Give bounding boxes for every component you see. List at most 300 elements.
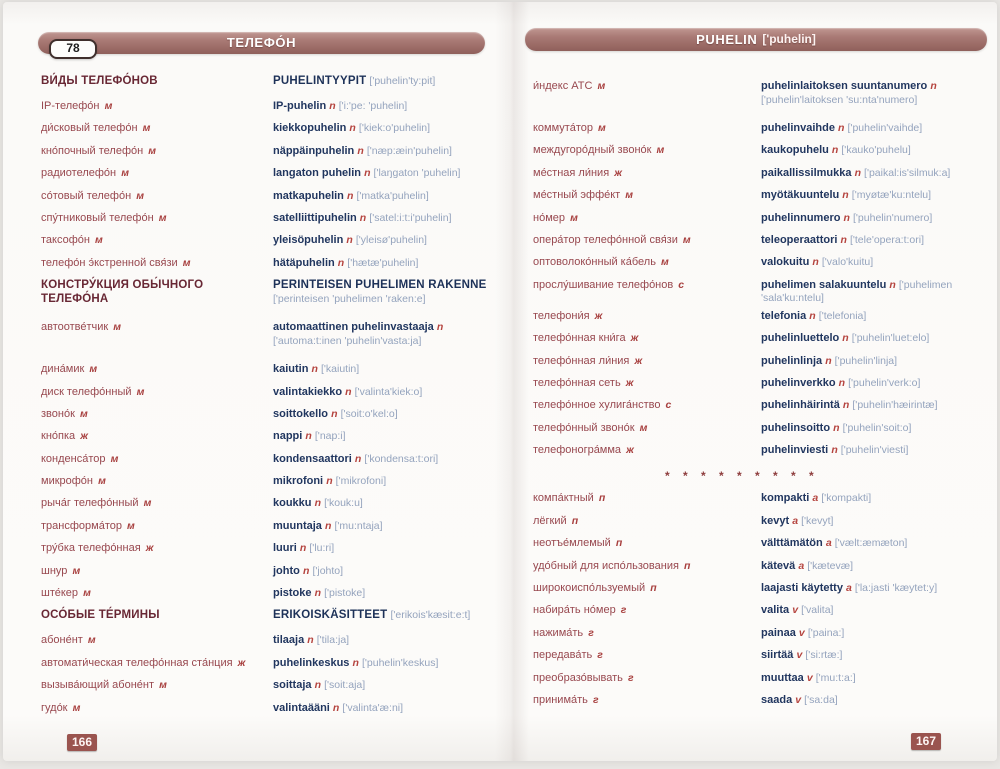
pos-marker: n: [302, 564, 310, 577]
finnish-term: automaattinen puhelinvastaaja n ['automa:t:inen 'puhelin'vasta:ja]: [273, 321, 444, 347]
phonetic-transcription: ['kompakti]: [821, 492, 872, 505]
phonetic-transcription: ['puhelin'laitoksen 'su:nta'numero]: [761, 93, 918, 106]
dict-entry-row: [533, 533, 991, 555]
phonetic-transcription: ['puhelin'keskus]: [361, 656, 439, 669]
pos-marker: n: [930, 80, 937, 92]
dict-entry-row: [41, 141, 489, 163]
phonetic-transcription: ['valinta'kiek:o]: [354, 385, 423, 398]
finnish-term: satelliittipuhelin n ['satel:i:t:i'puhelin]: [273, 211, 452, 224]
dict-entry-row: [41, 653, 489, 675]
russian-term: трансформа́тор м: [41, 519, 135, 532]
finnish-term: muuntaja n ['mu:ntaja]: [273, 519, 383, 532]
russian-term: телефоногра́мма ж: [533, 444, 634, 457]
dict-entry-row: [533, 645, 991, 667]
pos-marker: v: [795, 693, 802, 706]
pos-marker: n: [436, 321, 444, 334]
dict-entry-row: [41, 630, 489, 652]
pos-marker: n: [842, 399, 850, 412]
russian-term: шнур м: [41, 564, 81, 577]
dict-entry-row: [41, 208, 489, 230]
section-header-row: [41, 605, 489, 630]
phonetic-transcription: ['kevyt]: [801, 514, 834, 527]
pos-marker: n: [305, 430, 312, 443]
pos-marker: n: [307, 634, 314, 647]
book-spread: [3, 2, 997, 761]
russian-term: таксофо́н м: [41, 234, 103, 247]
pos-marker: n: [331, 407, 338, 420]
gender-marker: п: [598, 492, 606, 505]
phonetic-transcription: ['matka'puhelin]: [356, 189, 429, 202]
gender-marker: м: [98, 475, 106, 488]
pos-marker: a: [792, 514, 799, 527]
gender-marker: м: [625, 189, 634, 202]
gender-marker: м: [570, 211, 578, 224]
russian-term: радиотелефо́н м: [41, 167, 129, 180]
right-page-banner: [525, 28, 987, 51]
pos-marker: n: [364, 167, 371, 180]
russian-term: со́товый телефо́н м: [41, 189, 145, 202]
gender-marker: ж: [80, 430, 88, 443]
finnish-term: puhelinsoitto n ['puhelin'soit:o]: [761, 421, 912, 434]
russian-term: звоно́к м: [41, 407, 88, 420]
phonetic-transcription: ['valinta'æ:ni]: [342, 701, 404, 714]
russian-term: ме́стная ли́ния ж: [533, 166, 622, 179]
star-divider: * * * * * * * * *: [665, 469, 819, 484]
phonetic-transcription: ['myøtæ'ku:ntelu]: [851, 189, 932, 202]
pos-marker: n: [299, 542, 307, 555]
phonetic-transcription: ['paikal:is'silmuk:a]: [864, 166, 951, 179]
russian-term: микрофо́н м: [41, 475, 106, 488]
dict-entry-row: [533, 208, 991, 230]
finnish-term: teleoperaattori n ['tele'opera:t:ori]: [761, 233, 925, 246]
finnish-term: yleisöpuhelin n ['yleisø'puhelin]: [273, 234, 427, 247]
russian-term: диск телефо́нный м: [41, 385, 145, 398]
phonetic-transcription: ['puhelin'linja]: [834, 354, 898, 367]
finnish-term: valintaääni n ['valinta'æ:ni]: [273, 701, 404, 714]
dict-entry-row: [41, 96, 489, 118]
russian-term: оптоволоко́нный ка́бель м: [533, 256, 669, 269]
gender-marker: м: [127, 519, 135, 532]
finnish-term: näppäinpuhelin n ['næp:æin'puhelin]: [273, 144, 452, 157]
gender-marker: м: [104, 100, 113, 112]
russian-term: телефо́нная кни́га ж: [533, 332, 639, 345]
gender-marker: м: [148, 144, 157, 157]
dict-entry-row: [533, 230, 991, 252]
dict-entry-row: [41, 516, 489, 538]
dict-entry-row: [533, 373, 991, 395]
finnish-term: johto n ['johto]: [273, 564, 344, 577]
gender-marker: с: [665, 399, 672, 412]
phonetic-transcription: ['kauko'puhelu]: [841, 144, 911, 157]
gender-marker: м: [121, 167, 129, 180]
finnish-term: puhelinvaihde n ['puhelin'vaihde]: [761, 122, 923, 134]
dict-entry-row: [533, 395, 991, 417]
pos-marker: n: [812, 256, 819, 269]
phonetic-transcription: ['hætæ'puhelin]: [347, 256, 419, 269]
finnish-term: puhelinhäirintä n ['puhelin'hæirintæ]: [761, 399, 938, 412]
russian-term: преобразо́вывать г: [533, 671, 634, 684]
gender-marker: ж: [145, 542, 154, 555]
russian-term: коммута́тор м: [533, 122, 606, 134]
finnish-term: puhelinnumero n ['puhelin'numero]: [761, 211, 933, 224]
gender-marker: м: [72, 701, 81, 714]
pos-marker: n: [311, 363, 318, 376]
russian-term: спу́тниковый телефо́н м: [41, 211, 167, 224]
left-banner-title: ТЕЛЕФО́Н: [226, 35, 297, 51]
dict-entry-row: [533, 578, 991, 600]
dict-entry-row: [41, 471, 489, 493]
dict-entry-row: [533, 163, 991, 185]
pos-marker: n: [831, 444, 838, 457]
gender-marker: м: [136, 189, 145, 202]
pos-marker: n: [833, 421, 840, 434]
dict-entry-row: [41, 493, 489, 515]
gender-marker: ж: [625, 376, 634, 389]
gender-marker: м: [656, 144, 665, 157]
page-number-badge-right: 167: [911, 733, 941, 750]
gender-marker: ж: [634, 354, 643, 367]
dict-entry-row: [533, 275, 991, 306]
phonetic-transcription: ['valita]: [801, 604, 834, 617]
dict-entry-row: [41, 230, 489, 252]
phonetic-transcription: ['laŋgaton 'puhelin]: [373, 167, 461, 180]
russian-term: абоне́нт м: [41, 634, 96, 647]
dict-entry-row: [533, 668, 991, 690]
phonetic-transcription: ['puhelin'vaihde]: [847, 122, 923, 134]
dict-entry-row: [41, 698, 489, 720]
gender-marker: ж: [594, 309, 603, 322]
dict-entry-row: [41, 675, 489, 697]
pos-marker: v: [796, 649, 803, 662]
pos-marker: n: [838, 376, 846, 389]
phonetic-transcription: ['perinteisen 'puhelimen 'raken:e]: [273, 292, 426, 305]
gender-marker: ж: [630, 332, 639, 345]
pos-marker: v: [806, 671, 813, 684]
right-page-entries: [533, 76, 991, 712]
finnish-term: koukku n ['kouk:u]: [273, 497, 363, 510]
pos-marker: n: [314, 497, 321, 510]
finnish-term: laajasti käytetty a ['la:jasti 'kæytet:y]: [761, 582, 938, 595]
pos-marker: n: [345, 385, 352, 398]
phonetic-transcription: ['automa:t:inen 'puhelin'vasta:ja]: [273, 334, 422, 347]
pos-marker: n: [840, 233, 847, 246]
phonetic-transcription: ['kaiutin]: [321, 363, 360, 376]
phonetic-transcription: ['paina:]: [807, 626, 845, 639]
finnish-term: saada v ['sa:da]: [761, 693, 838, 706]
russian-term: рыча́г телефо́нный м: [41, 497, 152, 510]
dict-entry-row: [41, 253, 489, 275]
dict-entry-row: [41, 163, 489, 185]
pos-marker: v: [798, 626, 805, 639]
russian-term: но́мер м: [533, 211, 578, 224]
finnish-term: puhelinlaitoksen suuntanumero n ['puhelin'laitoksen 'su:nta'numero]: [761, 80, 937, 106]
page-number-badge-left: 166: [67, 734, 97, 751]
finnish-term: valita v ['valita]: [761, 604, 834, 617]
gender-marker: ж: [614, 166, 622, 179]
finnish-term: kondensaattori n ['kondensa:t:ori]: [273, 452, 439, 465]
finnish-term: soittokello n ['soit:o'kel:o]: [273, 407, 398, 420]
gender-marker: м: [89, 363, 98, 376]
finnish-term: mikrofoni n ['mikrofoni]: [273, 475, 387, 488]
chapter-number-tab: 78: [49, 39, 97, 59]
russian-term: опера́тор телефо́нной свя́зи м: [533, 233, 691, 246]
russian-term: и́ндекс АТС м: [533, 80, 606, 92]
finnish-term: kevyt a ['kevyt]: [761, 514, 834, 527]
phonetic-transcription: ['puhelimen 'sala'ku:ntelu]: [761, 278, 953, 305]
gender-marker: п: [571, 514, 579, 527]
gender-marker: г: [597, 649, 603, 662]
phonetic-transcription: ['puhelin'luet:elo]: [851, 332, 930, 345]
section-header-row: [41, 275, 489, 317]
dict-entry-row: [41, 118, 489, 140]
finnish-term: valokuitu n ['valo'kuitu]: [761, 256, 874, 269]
finnish-term: pistoke n ['pistoke]: [273, 587, 366, 600]
dict-entry-row: [533, 118, 991, 140]
pos-marker: n: [357, 144, 364, 157]
phonetic-transcription: ['satel:i:t:i'puhelin]: [369, 211, 452, 224]
phonetic-transcription: ['puhelin'numero]: [853, 211, 933, 224]
pos-marker: n: [346, 189, 354, 202]
russian-term: вызыва́ющий абоне́нт м: [41, 679, 167, 692]
pos-marker: n: [809, 309, 816, 322]
finnish-term: matkapuhelin n ['matka'puhelin]: [273, 189, 429, 202]
gender-marker: м: [113, 321, 122, 334]
phonetic-transcription: ['tila:ja]: [316, 634, 350, 647]
phonetic-transcription: ['soit:aja]: [324, 679, 366, 692]
russian-term: ште́кер м: [41, 587, 91, 600]
pos-marker: n: [838, 122, 845, 134]
dict-entry-row: [533, 556, 991, 578]
phonetic-transcription: ['kætevæ]: [807, 559, 854, 572]
finnish-term: puhelinluettelo n ['puhelin'luet:elo]: [761, 332, 930, 345]
finnish-term: kaiutin n ['kaiutin]: [273, 363, 360, 376]
gender-marker: м: [598, 122, 606, 134]
russian-term: неотъе́млемый п: [533, 537, 623, 550]
finnish-term: painaa v ['paina:]: [761, 626, 845, 639]
finnish-term: valintakiekko n ['valinta'kiek:o]: [273, 385, 423, 398]
russian-term: телефо́нное хулига́нство с: [533, 399, 672, 412]
gender-marker: м: [639, 421, 648, 434]
finnish-term: nappi n ['nap:i]: [273, 430, 346, 443]
page-right: [523, 28, 991, 764]
finnish-term: välttämätön a ['vælt:æmæton]: [761, 537, 908, 550]
finnish-term: kompakti a ['kompakti]: [761, 492, 872, 505]
dict-entry-row: [41, 426, 489, 448]
finnish-term: kiekkopuhelin n ['kiek:o'puhelin]: [273, 122, 431, 135]
gender-marker: м: [597, 80, 606, 92]
russian-term: ВИ́ДЫ ТЕЛЕФО́НОВ: [41, 75, 158, 87]
dict-entry-row: [41, 404, 489, 426]
gender-marker: г: [592, 693, 599, 706]
phonetic-transcription: ['nap:i]: [314, 430, 346, 443]
russian-term: конденса́тор м: [41, 452, 119, 465]
phonetic-transcription: ['puhelin'viesti]: [840, 444, 909, 457]
pos-marker: n: [842, 332, 849, 345]
finnish-term: siirtää v ['si:rtæ:]: [761, 649, 843, 662]
phonetic-transcription: ['puhelin'ty:pit]: [369, 75, 436, 87]
dict-entry-row: [41, 583, 489, 605]
pos-marker: n: [825, 354, 832, 367]
dict-entry-row: [41, 317, 489, 359]
russian-term: принима́ть г: [533, 693, 599, 706]
phonetic-transcription: ['valo'kuitu]: [821, 256, 874, 269]
pos-marker: n: [314, 587, 321, 600]
phonetic-transcription: ['vælt:æmæton]: [834, 537, 908, 550]
finnish-term: IP-puhelin n ['i:'pe: 'puhelin]: [273, 100, 408, 112]
dict-entry-row: [533, 418, 991, 440]
pos-marker: n: [889, 278, 896, 291]
russian-term: ди́сковый телефо́н м: [41, 122, 151, 135]
pos-marker: n: [352, 656, 359, 669]
russian-term: кно́пка ж: [41, 430, 88, 443]
finnish-term: luuri n ['lu:ri]: [273, 542, 335, 555]
finnish-term: puhelinkeskus n ['puhelin'keskus]: [273, 656, 439, 669]
russian-term: прослу́шивание телефо́нов с: [533, 278, 685, 291]
phonetic-transcription: ['sa:da]: [804, 693, 838, 706]
pos-marker: n: [329, 100, 336, 112]
finnish-term: myötäkuuntelu n ['myøtæ'ku:ntelu]: [761, 189, 932, 202]
gender-marker: п: [650, 582, 657, 595]
pos-marker: n: [359, 211, 367, 224]
dict-entry-row: [533, 600, 991, 622]
gender-marker: м: [661, 256, 669, 269]
gender-marker: м: [72, 564, 81, 577]
phonetic-transcription: ['mu:ntaja]: [334, 519, 383, 532]
pos-marker: a: [846, 582, 852, 595]
gender-marker: г: [627, 671, 634, 684]
gender-marker: г: [588, 626, 594, 639]
dict-entry-row: [533, 690, 991, 712]
russian-term: удо́бный для испо́льзования п: [533, 559, 691, 572]
pos-marker: v: [792, 604, 799, 617]
phonetic-transcription: ['yleisø'puhelin]: [355, 234, 427, 247]
russian-term: телефони́я ж: [533, 309, 603, 322]
phonetic-transcription: ['puhelin'verk:o]: [848, 376, 921, 389]
gender-marker: м: [79, 407, 88, 420]
finnish-term: tilaaja n ['tila:ja]: [273, 634, 350, 647]
finnish-term: PUHELINTYYPIT ['puhelin'ty:pit]: [273, 75, 436, 87]
phonetic-transcription: ['johto]: [312, 564, 344, 577]
dict-entry-row: [41, 449, 489, 471]
finnish-term: telefonia n ['telefonia]: [761, 309, 867, 322]
phonetic-transcription: ['lu:ri]: [309, 542, 335, 555]
gender-marker: м: [83, 587, 91, 600]
dict-entry-row: [533, 252, 991, 274]
gender-marker: м: [136, 385, 145, 398]
gender-marker: п: [683, 559, 691, 572]
phonetic-transcription: ['i:'pe: 'puhelin]: [338, 100, 408, 112]
russian-term: гудо́к м: [41, 701, 81, 714]
gender-marker: м: [158, 211, 167, 224]
pos-marker: n: [354, 452, 362, 465]
phonetic-transcription: ['puhelin'soit:o]: [842, 421, 912, 434]
dict-entry-row: [41, 538, 489, 560]
phonetic-transcription: ['soit:o'kel:o]: [340, 407, 398, 420]
dict-entry-row: [41, 359, 489, 381]
pos-marker: n: [349, 122, 356, 135]
phonetic-transcription: ['tele'opera:t:ori]: [849, 233, 925, 246]
phonetic-transcription: ['pistoke]: [324, 587, 366, 600]
pos-marker: a: [812, 492, 819, 505]
gender-marker: м: [110, 452, 119, 465]
russian-term: широкоиспо́льзуемый п: [533, 582, 657, 595]
phonetic-transcription: ['kiek:o'puhelin]: [358, 122, 431, 135]
pos-marker: n: [831, 144, 839, 157]
phonetic-transcription: ['la:jasti 'kæytet:y]: [854, 582, 938, 595]
gender-marker: м: [95, 234, 103, 247]
russian-term: автоотве́тчик м: [41, 321, 122, 334]
russian-term: кно́почный телефо́н м: [41, 144, 157, 157]
phonetic-transcription: ['kondensa:t:ori]: [364, 452, 439, 465]
pos-marker: a: [825, 537, 832, 550]
gender-marker: м: [159, 679, 167, 692]
gender-marker: м: [143, 497, 152, 510]
dict-entry-row: [533, 185, 991, 207]
finnish-term: muuttaa v ['mu:t:a:]: [761, 671, 856, 684]
russian-term: IP-телефо́н м: [41, 100, 113, 112]
pos-marker: n: [854, 166, 861, 179]
finnish-term: soittaja n ['soit:aja]: [273, 679, 366, 692]
russian-term: набира́ть но́мер г: [533, 604, 627, 617]
phonetic-transcription: ['kouk:u]: [324, 497, 363, 510]
russian-term: лёгкий п: [533, 514, 579, 527]
dict-entry-row: [41, 561, 489, 583]
dict-entry-row: [533, 488, 991, 510]
phonetic-transcription: ['telefonia]: [818, 309, 867, 322]
pos-marker: n: [324, 519, 332, 532]
finnish-term: langaton puhelin n ['laŋgaton 'puhelin]: [273, 167, 461, 180]
dict-entry-row: [533, 140, 991, 162]
gender-marker: ж: [626, 444, 634, 457]
finnish-term: puhelimen salakuuntelu n ['puhelimen 'sala'ku:ntelu]: [761, 278, 953, 305]
russian-term: ме́стный эффе́кт м: [533, 189, 634, 202]
russian-term: тру́бка телефо́нная ж: [41, 542, 154, 555]
russian-term: нажима́ть г: [533, 626, 594, 639]
dict-entry-row: [533, 328, 991, 350]
dict-entry-row: [533, 511, 991, 533]
phonetic-transcription: ['puhelin'hæirintæ]: [852, 399, 938, 412]
gender-marker: п: [615, 537, 623, 550]
page-left: [33, 32, 489, 764]
finnish-term: kaukopuhelu n ['kauko'puhelu]: [761, 144, 911, 157]
russian-term: телефо́нный звоно́к м: [533, 421, 648, 434]
finnish-term: paikallissilmukka n ['paikal:is'silmuk:a]: [761, 166, 951, 179]
gender-marker: г: [620, 604, 627, 617]
dict-entry-row: [533, 76, 991, 118]
russian-term: компа́ктный п: [533, 492, 606, 505]
pos-marker: a: [798, 559, 805, 572]
right-banner-phonetic: ['puhelin]: [762, 31, 816, 46]
left-page-banner: [38, 32, 485, 54]
dict-entry-row: [533, 440, 991, 462]
russian-term: КОНСТРУ́КЦИЯ ОБЫ́ЧНОГО ТЕЛЕФО́НА: [41, 279, 204, 305]
finnish-term: puhelinverkko n ['puhelin'verk:o]: [761, 376, 921, 389]
pos-marker: n: [346, 234, 353, 247]
pos-marker: n: [842, 189, 849, 202]
gender-marker: м: [142, 122, 151, 135]
russian-term: телефо́н э́кстренной свя́зи м: [41, 256, 191, 269]
dict-entry-row: [41, 382, 489, 404]
finnish-term: puhelinlinja n ['puhelin'linja]: [761, 354, 898, 367]
dict-entry-row: [533, 351, 991, 373]
russian-term: телефо́нная ли́ния ж: [533, 354, 643, 367]
gender-marker: м: [87, 634, 96, 647]
gender-marker: ж: [237, 656, 246, 669]
phonetic-transcription: ['mikrofoni]: [335, 475, 387, 488]
left-page-entries: [41, 71, 489, 720]
right-banner-title: PUHELIN: [696, 31, 758, 47]
finnish-term: puhelinviesti n ['puhelin'viesti]: [761, 444, 909, 457]
